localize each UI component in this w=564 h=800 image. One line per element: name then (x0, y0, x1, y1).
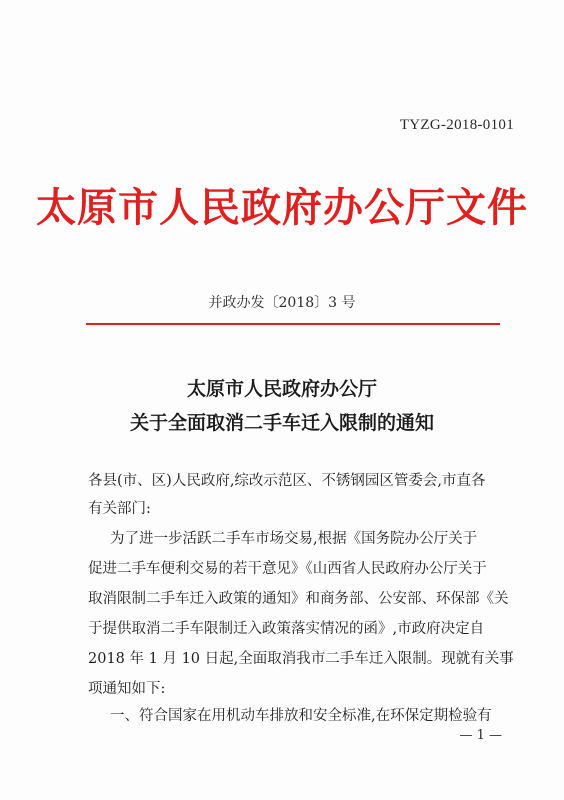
red-separator-line (86, 323, 500, 325)
body-line: 2018 年 1 月 10 日起,全面取消我市二手车迁入限制。现就有关事 (88, 651, 514, 667)
body-line: 一、符合国家在用机动车排放和安全标准,在环保定期检验有 (110, 708, 492, 724)
notice-title-line-2: 关于全面取消二手车迁入限制的通知 (129, 412, 434, 434)
body-line: 项通知如下: (88, 681, 166, 697)
body-line: 促进二手车便利交易的若干意见》《山西省人民政府办公厅关于 (88, 561, 487, 577)
body-line: 为了进一步活跃二手车市场交易,根据《国务院办公厅关于 (110, 531, 478, 547)
document-code: TYZG-2018-0101 (399, 117, 514, 133)
body-line: 取消限制二手车迁入政策的通知》和商务部、公安部、环保部《关 (88, 591, 509, 607)
page-number: — 1 — (459, 728, 502, 743)
red-masthead-title: 太原市人民政府办公厅文件 (36, 184, 528, 231)
document-number: 并政办发〔2018〕3 号 (208, 295, 356, 311)
notice-title-line-1: 太原市人民政府办公厅 (186, 378, 377, 400)
body-line-recipients: 各县(市、区)人民政府,综改示范区、不锈钢园区管委会,市直各 (88, 473, 486, 489)
body-line: 于提供取消二手车限制迁入政策落实情况的函》,市政府决定自 (88, 621, 485, 637)
body-line-recipients-cont: 有关部门: (88, 501, 151, 517)
